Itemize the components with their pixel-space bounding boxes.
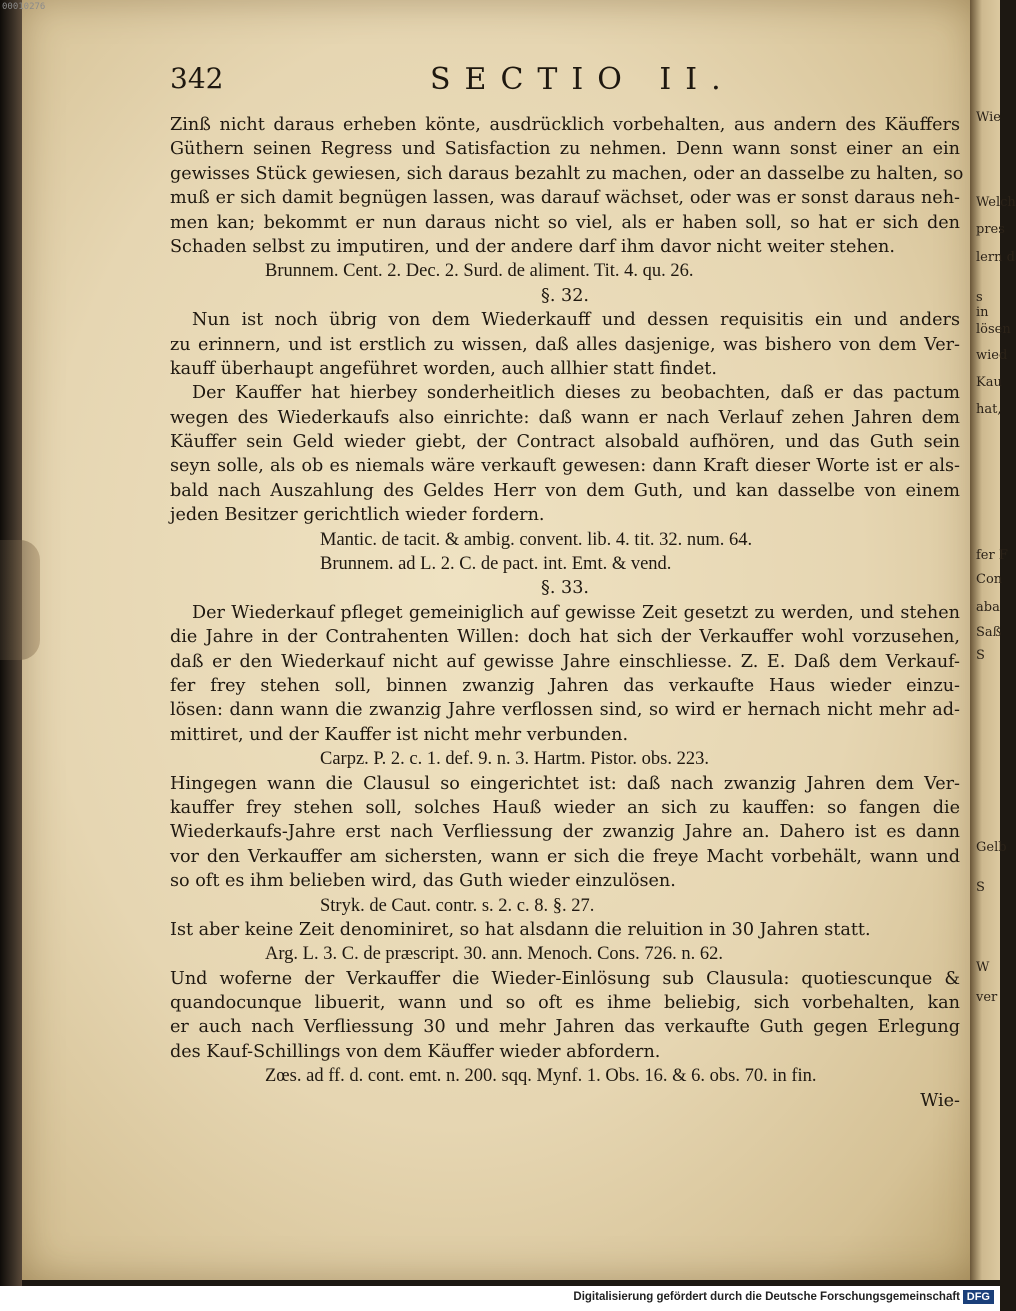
adjacent-page-fragment: lern d bbox=[976, 250, 1015, 265]
text-line: Der Wiederkauf pfleget gemeiniglich auf gewisse Zeit gesetzt zu werden, und stehen bbox=[192, 602, 960, 623]
text-line: Hingegen wann die Clausul so eingerichtet ist: daß nach zwanzig Jahren dem Ver- bbox=[170, 773, 960, 794]
text-line: Der Kauffer hat hierbey sonderheitlich dieses zu beobachten, daß er das pactum bbox=[192, 383, 960, 404]
book-page bbox=[22, 0, 977, 1280]
page-number: 342 bbox=[170, 62, 224, 95]
citation-line: Carpz. P. 2. c. 1. def. 9. n. 3. Hartm. Pistor. obs. 223. bbox=[320, 749, 709, 770]
adjacent-page-fragment: S bbox=[976, 880, 985, 895]
adjacent-page-fragment: s bbox=[976, 290, 983, 305]
section-heading: §. 32. bbox=[541, 285, 589, 306]
adjacent-page-edge bbox=[970, 0, 1016, 1280]
dfg-logo: DFG bbox=[963, 1290, 994, 1304]
citation-line: Zœs. ad ff. d. cont. emt. n. 200. sqq. Mynf. 1. Obs. 16. & 6. obs. 70. in fin. bbox=[265, 1066, 817, 1087]
adjacent-page-fragment: Con bbox=[976, 572, 1003, 587]
text-line: kauff überhaupt angeführet worden, auch allhier statt findet. bbox=[170, 358, 717, 379]
citation-line: Stryk. de Caut. contr. s. 2. c. 8. §. 27. bbox=[320, 895, 595, 916]
digitization-note: Digitalisierung gefördert durch die Deutsche Forschungsgemeinschaft bbox=[573, 1291, 960, 1303]
adjacent-page-fragment: Kau bbox=[976, 375, 1002, 390]
text-line: quandocunque libuerit, wann und so oft es ihme beliebig, sich vorbehalten, kan bbox=[170, 993, 960, 1014]
digitization-footer bbox=[0, 1286, 1000, 1311]
adjacent-page-fragment: Saß bbox=[976, 625, 1002, 640]
text-line: die Jahre in der Contrahenten Willen: doch hat sich der Verkauffer wohl vorzusehen, bbox=[170, 627, 960, 648]
adjacent-page-fragment: hat, bbox=[976, 402, 1002, 417]
adjacent-page-fragment: fer F bbox=[976, 548, 1008, 563]
text-line: bald nach Auszahlung des Geldes Herr von dem Guth, und kan dasselbe von einem bbox=[170, 480, 960, 501]
text-line: Güthern seinen Regress und Satisfaction zu nehmen. Denn wann sonst einer an ein bbox=[170, 139, 960, 160]
adjacent-page-fragment: wied bbox=[976, 348, 1008, 363]
citation-line: Brunnem. Cent. 2. Dec. 2. Surd. de aliment. Tit. 4. qu. 26. bbox=[265, 261, 694, 282]
section-heading: §. 33. bbox=[541, 578, 589, 599]
text-line: muß er sich damit begnügen lassen, was darauf wächset, oder was er sonst daraus neh- bbox=[170, 188, 960, 209]
text-line: wegen des Wiederkaufs also einrichte: daß wann er nach Verlauf zehen Jahren dem bbox=[170, 407, 960, 428]
text-line: mittiret, und der Kauffer ist nicht mehr verbunden. bbox=[170, 724, 629, 745]
text-line: des Kauf-Schillings von dem Käuffer wieder abfordern. bbox=[170, 1041, 661, 1062]
text-line: Zinß nicht daraus erheben könte, ausdrücklich vorbehalten, aus andern des Käuffers bbox=[170, 115, 960, 135]
text-line: zu erinnern, und ist erstlich zu wissen, daß alles dasjenige, was bishero von dem Ver- bbox=[170, 334, 960, 355]
running-title: SECTIO II. bbox=[430, 62, 735, 97]
citation-line: Mantic. de tacit. & ambig. convent. lib. 4. tit. 32. num. 64. bbox=[320, 529, 753, 550]
adjacent-page-fragment: ver bbox=[976, 990, 998, 1005]
citation-line: Brunnem. ad L. 2. C. de pact. int. Emt. & vend. bbox=[320, 554, 672, 575]
adjacent-page-fragment: Gelb bbox=[976, 840, 1007, 855]
text-line: gewisses Stück gewiesen, sich daraus bezahlt zu machen, oder an dasselbe zu halten, so bbox=[170, 163, 964, 184]
page-header bbox=[170, 62, 960, 102]
adjacent-page-fragment: lösen bbox=[976, 322, 1011, 337]
citation-line: Arg. L. 3. C. de præscript. 30. ann. Menoch. Cons. 726. n. 62. bbox=[265, 944, 724, 965]
adjacent-page-fragment: W bbox=[976, 960, 990, 975]
text-line: Nun ist noch übrig von dem Wiederkauff und dessen requisitis ein und anders bbox=[192, 310, 960, 331]
text-line: Wiederkaufs-Jahre erst nach Verfliessung der zwanzig Jahre an. Dahero ist es dann bbox=[170, 822, 960, 843]
text-line: daß er den Wiederkauf nicht auf gewisse Jahre einschliesse. Z. E. Daß dem Verkauf- bbox=[170, 651, 960, 672]
page-text bbox=[170, 113, 964, 1113]
text-line: Und woferne der Verkauffer die Wieder-Einlösung sub Clausula: quotiescunque & bbox=[170, 968, 960, 989]
text-line: Ist aber keine Zeit denominiret, so hat alsdann die reluition in 30 Jahren statt. bbox=[170, 919, 871, 940]
text-line: Wie- bbox=[920, 1090, 960, 1111]
text-line: fer frey stehen soll, binnen zwanzig Jahren das verkaufte Haus wieder einzu- bbox=[170, 675, 960, 696]
text-line: kauffer frey stehen soll, solches Hauß wieder an sich zu kauffen: so fangen die bbox=[170, 797, 960, 818]
adjacent-page-fragment: in bbox=[976, 305, 989, 320]
text-line: Schaden selbst zu imputiren, und der andere darf ihm davor nicht weiter stehen. bbox=[170, 236, 895, 257]
text-line: jeden Besitzer gerichtlich wieder fordern. bbox=[170, 505, 545, 526]
adjacent-page-fragment: pres bbox=[976, 222, 1005, 237]
book-clasp-shadow bbox=[0, 540, 40, 660]
text-line: Käuffer sein Geld wieder giebt, der Contract alsobald aufhören, und das Guth sein bbox=[170, 432, 960, 453]
text-line: seyn solle, als ob es niemals wäre verkauft gewesen: dann Kraft dieser Worte ist er als- bbox=[170, 456, 960, 477]
text-line: er auch nach Verfliessung 30 und mehr Jahren das verkaufte Guth gegen Erlegung bbox=[170, 1017, 960, 1038]
adjacent-page-fragment: Wie bbox=[976, 110, 1001, 125]
adjacent-page-fragment: S bbox=[976, 648, 985, 663]
adjacent-page-fragment: aba bbox=[976, 600, 1000, 615]
text-line: so oft es ihm belieben wird, das Guth wieder einzulösen. bbox=[170, 871, 676, 892]
adjacent-page-fragment: Welch bbox=[976, 195, 1016, 210]
text-line: men kan; bekommt er nun daraus nicht so viel, als er haben soll, so hat er sich den bbox=[170, 212, 960, 233]
text-line: vor den Verkauffer am sichersten, wann er sich die freye Macht vorbehält, wann und bbox=[170, 846, 960, 867]
text-line: lösen: dann wann die zwanzig Jahre verflossen sind, so wird er hernach nicht mehr ad- bbox=[170, 700, 960, 721]
scan-id-mark: 00010276 bbox=[2, 2, 46, 12]
